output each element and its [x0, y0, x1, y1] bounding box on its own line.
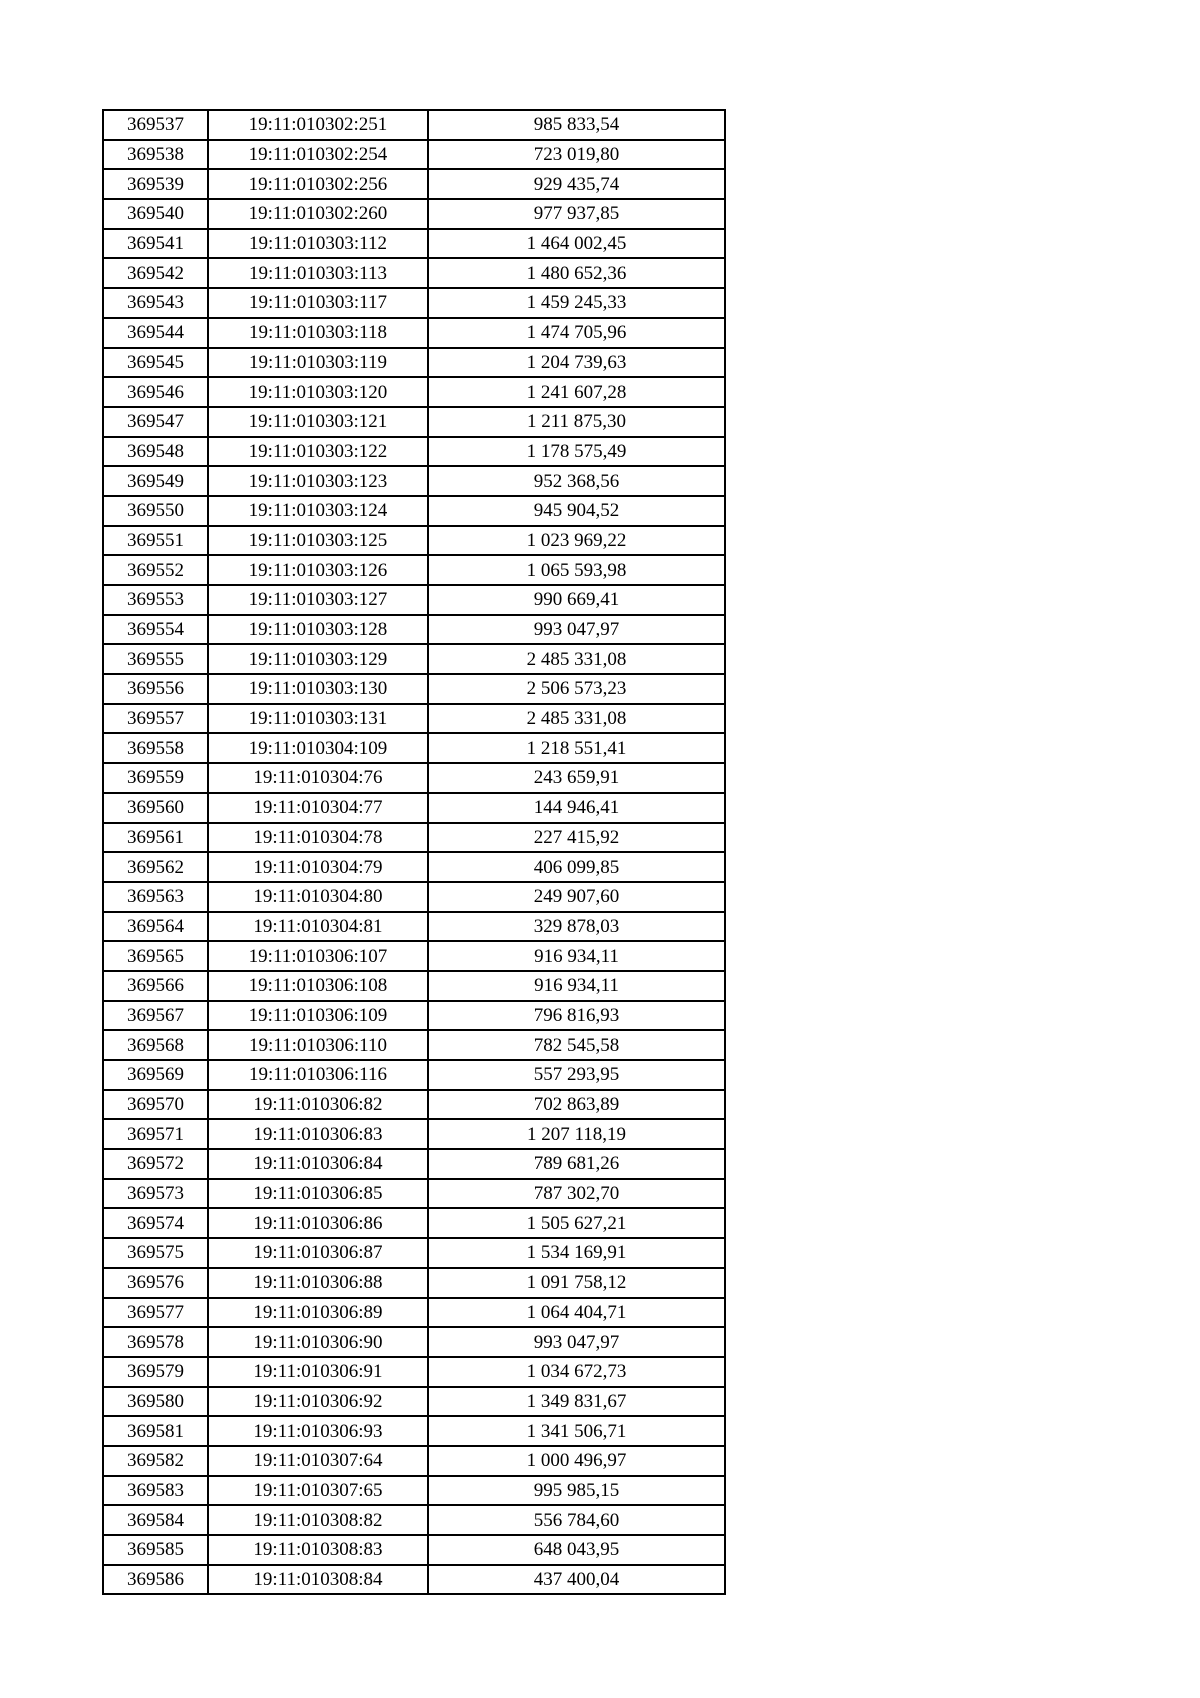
value-cell: 796 816,93 — [428, 1001, 725, 1031]
table-row — [103, 1268, 725, 1298]
row-number-cell: 369570 — [103, 1090, 208, 1120]
table-row — [103, 1298, 725, 1328]
table-row — [103, 733, 725, 763]
cadastral-number-cell: 19:11:010303:121 — [208, 407, 428, 437]
cadastral-number-cell: 19:11:010306:108 — [208, 971, 428, 1001]
row-number-cell: 369580 — [103, 1387, 208, 1417]
value-cell: 1 480 652,36 — [428, 258, 725, 288]
table-row — [103, 1505, 725, 1535]
row-number-cell: 369576 — [103, 1268, 208, 1298]
cadastral-number-cell: 19:11:010303:118 — [208, 318, 428, 348]
value-cell: 985 833,54 — [428, 110, 725, 140]
table-row — [103, 1030, 725, 1060]
table-row — [103, 585, 725, 615]
table-row — [103, 763, 725, 793]
cadastral-number-cell: 19:11:010307:64 — [208, 1446, 428, 1476]
row-number-cell: 369578 — [103, 1327, 208, 1357]
value-cell: 329 878,03 — [428, 912, 725, 942]
row-number-cell: 369558 — [103, 733, 208, 763]
value-cell: 1 505 627,21 — [428, 1208, 725, 1238]
row-number-cell: 369569 — [103, 1060, 208, 1090]
table-row — [103, 941, 725, 971]
cadastral-number-cell: 19:11:010307:65 — [208, 1476, 428, 1506]
cadastral-number-cell: 19:11:010303:126 — [208, 555, 428, 585]
row-number-cell: 369540 — [103, 199, 208, 229]
value-cell: 227 415,92 — [428, 823, 725, 853]
cadastral-number-cell: 19:11:010302:256 — [208, 169, 428, 199]
row-number-cell: 369575 — [103, 1238, 208, 1268]
cadastral-number-cell: 19:11:010304:79 — [208, 852, 428, 882]
table-row — [103, 1476, 725, 1506]
table-row — [103, 526, 725, 556]
row-number-cell: 369550 — [103, 496, 208, 526]
table-row — [103, 229, 725, 259]
value-cell: 990 669,41 — [428, 585, 725, 615]
value-cell: 1 207 118,19 — [428, 1119, 725, 1149]
value-cell: 1 464 002,45 — [428, 229, 725, 259]
row-number-cell: 369572 — [103, 1149, 208, 1179]
table-row — [103, 1357, 725, 1387]
row-number-cell: 369584 — [103, 1505, 208, 1535]
cadastral-number-cell: 19:11:010306:84 — [208, 1149, 428, 1179]
cadastral-number-cell: 19:11:010306:82 — [208, 1090, 428, 1120]
row-number-cell: 369561 — [103, 823, 208, 853]
cadastral-number-cell: 19:11:010303:123 — [208, 466, 428, 496]
cadastral-number-cell: 19:11:010306:107 — [208, 941, 428, 971]
row-number-cell: 369545 — [103, 348, 208, 378]
cadastral-number-cell: 19:11:010303:117 — [208, 288, 428, 318]
cadastral-number-cell: 19:11:010303:125 — [208, 526, 428, 556]
row-number-cell: 369565 — [103, 941, 208, 971]
cadastral-number-cell: 19:11:010304:78 — [208, 823, 428, 853]
table-row — [103, 1090, 725, 1120]
value-cell: 789 681,26 — [428, 1149, 725, 1179]
cadastral-number-cell: 19:11:010306:92 — [208, 1387, 428, 1417]
row-number-cell: 369583 — [103, 1476, 208, 1506]
row-number-cell: 369585 — [103, 1535, 208, 1565]
row-number-cell: 369554 — [103, 615, 208, 645]
table-row — [103, 496, 725, 526]
cadastral-number-cell: 19:11:010303:131 — [208, 704, 428, 734]
row-number-cell: 369573 — [103, 1179, 208, 1209]
cadastral-number-cell: 19:11:010304:80 — [208, 882, 428, 912]
value-cell: 1 178 575,49 — [428, 437, 725, 467]
cadastral-number-cell: 19:11:010306:88 — [208, 1268, 428, 1298]
row-number-cell: 369542 — [103, 258, 208, 288]
row-number-cell: 369552 — [103, 555, 208, 585]
row-number-cell: 369543 — [103, 288, 208, 318]
value-cell: 787 302,70 — [428, 1179, 725, 1209]
value-cell: 1 204 739,63 — [428, 348, 725, 378]
table-row — [103, 971, 725, 1001]
cadastral-number-cell: 19:11:010308:82 — [208, 1505, 428, 1535]
table-row — [103, 1416, 725, 1446]
value-cell: 995 985,15 — [428, 1476, 725, 1506]
row-number-cell: 369538 — [103, 140, 208, 170]
value-cell: 952 368,56 — [428, 466, 725, 496]
value-cell: 1 341 506,71 — [428, 1416, 725, 1446]
table-row — [103, 348, 725, 378]
cadastral-number-cell: 19:11:010306:109 — [208, 1001, 428, 1031]
cadastral-number-cell: 19:11:010304:77 — [208, 793, 428, 823]
table-row — [103, 793, 725, 823]
cadastral-number-cell: 19:11:010304:81 — [208, 912, 428, 942]
table-row — [103, 377, 725, 407]
row-number-cell: 369566 — [103, 971, 208, 1001]
row-number-cell: 369562 — [103, 852, 208, 882]
cadastral-number-cell: 19:11:010303:119 — [208, 348, 428, 378]
table-row — [103, 1179, 725, 1209]
cadastral-number-cell: 19:11:010303:122 — [208, 437, 428, 467]
value-cell: 1 241 607,28 — [428, 377, 725, 407]
row-number-cell: 369541 — [103, 229, 208, 259]
value-cell: 916 934,11 — [428, 941, 725, 971]
row-number-cell: 369559 — [103, 763, 208, 793]
table-row — [103, 1535, 725, 1565]
row-number-cell: 369577 — [103, 1298, 208, 1328]
table-row — [103, 912, 725, 942]
value-cell: 2 506 573,23 — [428, 674, 725, 704]
cadastral-number-cell: 19:11:010308:84 — [208, 1565, 428, 1595]
cadastral-number-cell: 19:11:010303:120 — [208, 377, 428, 407]
row-number-cell: 369568 — [103, 1030, 208, 1060]
row-number-cell: 369586 — [103, 1565, 208, 1595]
value-cell: 249 907,60 — [428, 882, 725, 912]
table-row — [103, 318, 725, 348]
value-cell: 2 485 331,08 — [428, 644, 725, 674]
cadastral-number-cell: 19:11:010306:89 — [208, 1298, 428, 1328]
cadastral-number-cell: 19:11:010308:83 — [208, 1535, 428, 1565]
table-row — [103, 823, 725, 853]
value-cell: 1 534 169,91 — [428, 1238, 725, 1268]
value-cell: 1 000 496,97 — [428, 1446, 725, 1476]
row-number-cell: 369557 — [103, 704, 208, 734]
value-cell: 1 065 593,98 — [428, 555, 725, 585]
value-cell: 144 946,41 — [428, 793, 725, 823]
table-row — [103, 615, 725, 645]
value-cell: 1 034 672,73 — [428, 1357, 725, 1387]
table-row — [103, 1060, 725, 1090]
table-row — [103, 1387, 725, 1417]
row-number-cell: 369549 — [103, 466, 208, 496]
table-row — [103, 1238, 725, 1268]
cadastral-number-cell: 19:11:010303:112 — [208, 229, 428, 259]
value-cell: 945 904,52 — [428, 496, 725, 526]
value-cell: 1 211 875,30 — [428, 407, 725, 437]
table-row — [103, 1208, 725, 1238]
value-cell: 993 047,97 — [428, 615, 725, 645]
value-cell: 2 485 331,08 — [428, 704, 725, 734]
value-cell: 406 099,85 — [428, 852, 725, 882]
row-number-cell: 369539 — [103, 169, 208, 199]
value-cell: 437 400,04 — [428, 1565, 725, 1595]
cadastral-number-cell: 19:11:010302:254 — [208, 140, 428, 170]
table-row — [103, 1327, 725, 1357]
value-cell: 557 293,95 — [428, 1060, 725, 1090]
value-cell: 556 784,60 — [428, 1505, 725, 1535]
table-row — [103, 199, 725, 229]
value-cell: 1 474 705,96 — [428, 318, 725, 348]
cadastral-value-table — [102, 109, 726, 1595]
cadastral-number-cell: 19:11:010306:116 — [208, 1060, 428, 1090]
table-row — [103, 437, 725, 467]
value-cell: 1 349 831,67 — [428, 1387, 725, 1417]
cadastral-number-cell: 19:11:010303:127 — [208, 585, 428, 615]
row-number-cell: 369564 — [103, 912, 208, 942]
value-cell: 1 023 969,22 — [428, 526, 725, 556]
table-row — [103, 704, 725, 734]
cadastral-number-cell: 19:11:010306:90 — [208, 1327, 428, 1357]
row-number-cell: 369544 — [103, 318, 208, 348]
table-row — [103, 258, 725, 288]
cadastral-number-cell: 19:11:010303:113 — [208, 258, 428, 288]
value-cell: 243 659,91 — [428, 763, 725, 793]
row-number-cell: 369581 — [103, 1416, 208, 1446]
table-row — [103, 1149, 725, 1179]
row-number-cell: 369553 — [103, 585, 208, 615]
cadastral-number-cell: 19:11:010306:93 — [208, 1416, 428, 1446]
table-row — [103, 674, 725, 704]
value-cell: 1 459 245,33 — [428, 288, 725, 318]
cadastral-number-cell: 19:11:010306:86 — [208, 1208, 428, 1238]
table-row — [103, 882, 725, 912]
row-number-cell: 369574 — [103, 1208, 208, 1238]
table-row — [103, 644, 725, 674]
row-number-cell: 369560 — [103, 793, 208, 823]
table-body — [103, 110, 725, 1594]
table-row — [103, 288, 725, 318]
row-number-cell: 369547 — [103, 407, 208, 437]
table-row — [103, 169, 725, 199]
cadastral-number-cell: 19:11:010302:260 — [208, 199, 428, 229]
value-cell: 1 218 551,41 — [428, 733, 725, 763]
table-row — [103, 1565, 725, 1595]
cadastral-number-cell: 19:11:010306:87 — [208, 1238, 428, 1268]
value-cell: 648 043,95 — [428, 1535, 725, 1565]
cadastral-number-cell: 19:11:010306:91 — [208, 1357, 428, 1387]
cadastral-number-cell: 19:11:010302:251 — [208, 110, 428, 140]
table-row — [103, 466, 725, 496]
row-number-cell: 369563 — [103, 882, 208, 912]
cadastral-number-cell: 19:11:010306:110 — [208, 1030, 428, 1060]
table-row — [103, 1001, 725, 1031]
cadastral-number-cell: 19:11:010303:129 — [208, 644, 428, 674]
value-cell: 993 047,97 — [428, 1327, 725, 1357]
value-cell: 929 435,74 — [428, 169, 725, 199]
value-cell: 977 937,85 — [428, 199, 725, 229]
cadastral-number-cell: 19:11:010306:85 — [208, 1179, 428, 1209]
table-row — [103, 852, 725, 882]
table-row — [103, 1446, 725, 1476]
cadastral-number-cell: 19:11:010306:83 — [208, 1119, 428, 1149]
row-number-cell: 369555 — [103, 644, 208, 674]
cadastral-number-cell: 19:11:010303:128 — [208, 615, 428, 645]
table-row — [103, 1119, 725, 1149]
row-number-cell: 369556 — [103, 674, 208, 704]
row-number-cell: 369571 — [103, 1119, 208, 1149]
row-number-cell: 369567 — [103, 1001, 208, 1031]
row-number-cell: 369579 — [103, 1357, 208, 1387]
table-row — [103, 555, 725, 585]
row-number-cell: 369537 — [103, 110, 208, 140]
value-cell: 782 545,58 — [428, 1030, 725, 1060]
value-cell: 916 934,11 — [428, 971, 725, 1001]
value-cell: 723 019,80 — [428, 140, 725, 170]
row-number-cell: 369548 — [103, 437, 208, 467]
value-cell: 1 091 758,12 — [428, 1268, 725, 1298]
row-number-cell: 369546 — [103, 377, 208, 407]
table-row — [103, 110, 725, 140]
value-cell: 1 064 404,71 — [428, 1298, 725, 1328]
cadastral-number-cell: 19:11:010304:109 — [208, 733, 428, 763]
cadastral-number-cell: 19:11:010303:130 — [208, 674, 428, 704]
value-cell: 702 863,89 — [428, 1090, 725, 1120]
cadastral-number-cell: 19:11:010303:124 — [208, 496, 428, 526]
table-row — [103, 407, 725, 437]
row-number-cell: 369551 — [103, 526, 208, 556]
table-row — [103, 140, 725, 170]
cadastral-number-cell: 19:11:010304:76 — [208, 763, 428, 793]
row-number-cell: 369582 — [103, 1446, 208, 1476]
